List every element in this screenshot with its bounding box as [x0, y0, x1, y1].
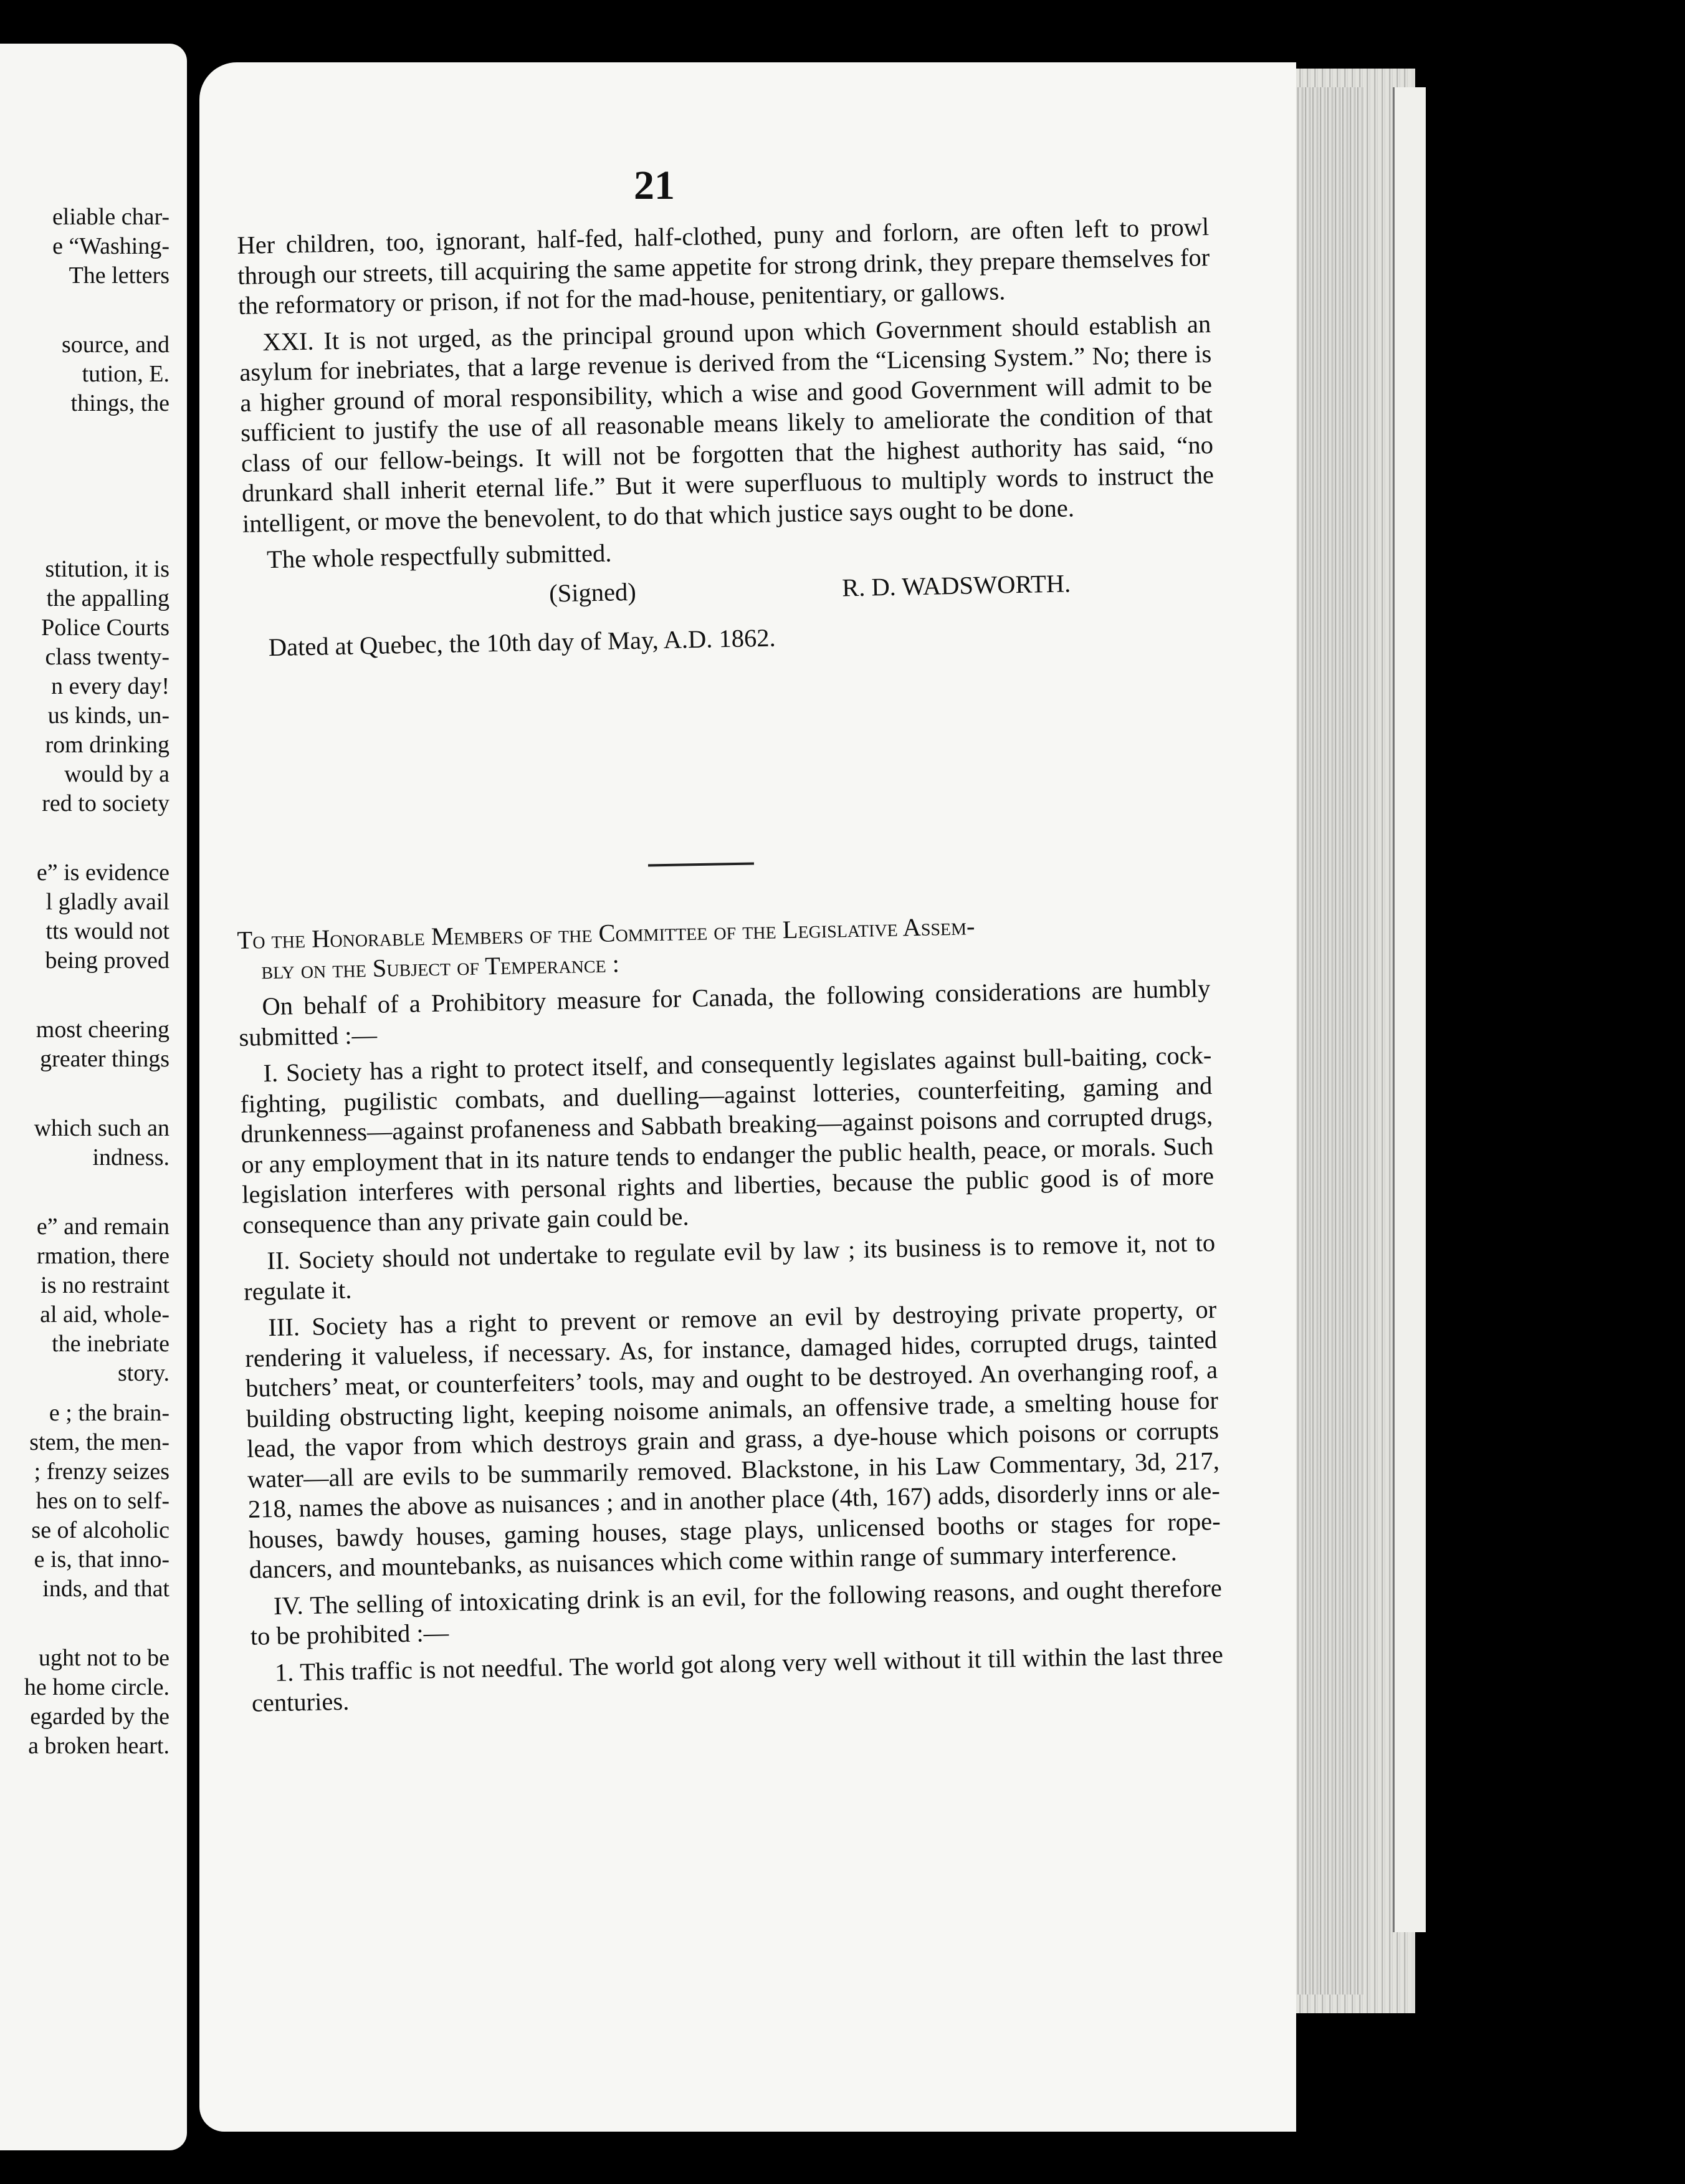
- left-page-line: Police Courts: [41, 615, 169, 641]
- paragraph-ii: II. Society should not undertake to regulate evil by law ; its business is to remove it, not to regulate it.: [243, 1228, 1216, 1306]
- left-page-line: tution, E.: [82, 361, 169, 387]
- left-page-line: most cheering: [36, 1017, 169, 1043]
- left-page-line: al aid, whole-: [40, 1301, 169, 1328]
- left-page-line: story.: [117, 1360, 169, 1386]
- left-page-line: being proved: [45, 947, 169, 974]
- paragraph-iii: III. Society has a right to prevent or remove an evil by destroying private property, or rendering it valueless, if necessary. As, for instance, damaged hides, corrupted drugs, tainted butchers’ meat, or counterfeiters’ tools, may and ought to be destroyed. An overhanging roof, a building obstructing light, keeping noisome animals, an offensive trade, a smelting house for lead, the vapor from which destroys grain and grass, a dye-house which poisons or corrupts water—all are evils to be summarily removed. Blackstone, in his Law Commentary, 3d, 217, 218, names the above as nuisances ; and in another place (4th, 167) adds, disorderly inns or ale-houses, bawdy houses, gaming houses, stage plays, unlicensed booths or stages for rope-dancers, and mountebanks, as nuisances which come within range of summary interference.: [244, 1295, 1221, 1584]
- book-page-edges-inner: [1290, 87, 1365, 1995]
- left-page-line: class twenty-: [45, 644, 169, 670]
- signed-label: (Signed): [548, 577, 637, 607]
- section-divider: [648, 863, 754, 867]
- left-page-line: he home circle.: [24, 1674, 169, 1700]
- left-page-line: hes on to self-: [36, 1488, 169, 1514]
- left-page-line: us kinds, un-: [47, 702, 169, 729]
- left-page-line: ; frenzy seizes: [34, 1458, 169, 1485]
- left-page-line: which such an: [34, 1115, 169, 1141]
- paragraph-iv: IV. The selling of intoxicating drink is an evil, for the following reasons, and ought therefore to be prohibited :—: [250, 1573, 1223, 1650]
- section-temperance-petition: [237, 907, 1224, 1725]
- paragraph-continuation: Her children, too, ignorant, half-fed, half-clothed, puny and forlorn, are often left to prowl through our streets, till acquiring the same appetite for strong drink, they prepare themselves for the reformatory or prison, if not for the mad-house, penitentiary, or gallows.: [237, 213, 1210, 320]
- left-page-fragment: [0, 44, 187, 2150]
- left-page-line: e” and remain: [36, 1214, 169, 1240]
- left-page-line: rom drinking: [45, 732, 169, 758]
- left-page-line: e “Washing-: [52, 233, 169, 259]
- left-page-line: e is, that inno-: [34, 1546, 169, 1573]
- left-page-line: e ; the brain-: [49, 1400, 169, 1426]
- left-page-line: e” is evidence: [36, 860, 169, 886]
- left-page-line: the inebriate: [52, 1331, 169, 1357]
- left-page-line: egarded by the: [30, 1703, 169, 1730]
- dated-line: Dated at Quebec, the 10th day of May, A.D. 1862.: [268, 623, 776, 661]
- left-page-line: tts would not: [45, 918, 169, 944]
- paragraph-1: 1. This traffic is not needful. The world got along very well without it till within the last three centuries.: [251, 1640, 1224, 1717]
- submitted-line: The whole respectfully submitted.: [266, 539, 612, 574]
- petition-heading-line1: To the Honorable Members of the Committee of the Legislative Assem-: [237, 912, 975, 954]
- left-page-line: the appalling: [46, 585, 169, 611]
- left-page-line: The letters: [69, 262, 169, 289]
- paragraph-i: I. Society has a right to protect itself, and consequently legislates against bull-baiting, cock-fighting, pugilistic combats, and duelling—against lotteries, counterfeiting, gaming and drunkenness—against profaneness and Sabbath breaking—against poisons and corrupted drugs, or any employment that in its nature tends to endanger the public health, peace, or morals. Such legislation interferes with personal rights and liberties, because the public good is of more consequence than any private gain could be.: [240, 1041, 1215, 1239]
- petition-heading-line2: bly on the Subject of Temperance :: [260, 949, 620, 984]
- paragraph-intro: On behalf of a Prohibitory measure for Canada, the following considerations are humbly submitted :—: [239, 974, 1211, 1051]
- section-report-ending: [237, 212, 1217, 669]
- left-page-line: source, and: [61, 332, 169, 358]
- left-page-line: ught not to be: [38, 1645, 169, 1671]
- petition-heading: [237, 907, 1210, 986]
- left-page-line: things, the: [70, 390, 169, 416]
- left-page-line: n every day!: [51, 673, 169, 699]
- left-page-line: red to society: [42, 790, 169, 817]
- left-page-line: is no restraint: [41, 1272, 169, 1298]
- main-page: [199, 62, 1296, 2132]
- left-page-line: greater things: [40, 1046, 169, 1072]
- left-page-line: rmation, there: [36, 1243, 169, 1269]
- left-page-line: stitution, it is: [45, 556, 169, 582]
- page-number: 21: [634, 163, 675, 208]
- left-page-line: would by a: [64, 761, 169, 787]
- book-cover-edge: [1393, 87, 1426, 1932]
- paragraph-xxi: XXI. It is not urged, as the principal ground upon which Government should establish an asylum for inebriates, that a large revenue is derived from the “Licensing System.” No; there is a higher ground of moral responsibility, which a wise and good Government will admit to be sufficient to justify the use of all reasonable means likely to ameliorate the condition of that class of our fellow-beings. It will not be forgotten that the highest authority has said, “no drunkard shall inherit eternal life.” But it were superfluous to multiply words to instruct the intelligent, or move the benevolent, to do that which justice says ought to be done.: [239, 309, 1215, 538]
- left-page-line: inds, and that: [42, 1576, 169, 1602]
- left-page-line: eliable char-: [52, 204, 169, 230]
- left-page-line: l gladly avail: [45, 889, 169, 915]
- signed-name: R. D. WADSWORTH.: [841, 568, 1071, 601]
- left-page-line: se of alcoholic: [31, 1517, 169, 1543]
- left-page-line: indness.: [92, 1144, 169, 1171]
- signature-line: [244, 565, 1216, 621]
- left-page-line: a broken heart.: [28, 1733, 169, 1759]
- left-page-line: stem, the men-: [29, 1429, 169, 1455]
